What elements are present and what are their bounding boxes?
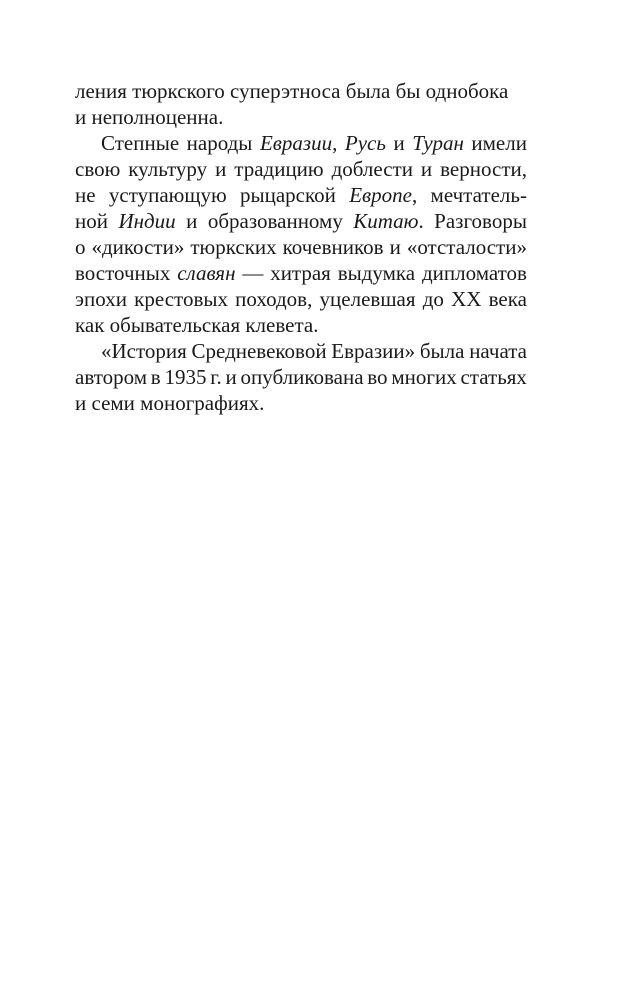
word: мечтатель- <box>430 183 527 207</box>
word: тюркских <box>190 235 277 259</box>
body-text <box>75 78 527 416</box>
text-line: как обывательская клевета. <box>75 313 319 337</box>
word: во <box>367 365 388 389</box>
word: и <box>420 157 433 181</box>
word: века <box>488 287 527 311</box>
text-line <box>75 208 527 234</box>
word: г. <box>210 365 222 389</box>
word: автором <box>75 365 148 389</box>
word: «отсталости» <box>406 235 527 259</box>
word: ной <box>75 209 108 233</box>
word: в <box>150 365 161 389</box>
word: образованному <box>207 209 343 233</box>
word: восточных <box>75 261 171 285</box>
word: свою <box>75 157 121 181</box>
text-line <box>75 260 527 286</box>
word: крестовых <box>134 287 228 311</box>
word: рыцарской <box>240 183 336 207</box>
word: походов, <box>235 287 313 311</box>
text-line: и семи монографиях. <box>75 391 265 415</box>
word: Средневековой <box>191 339 327 363</box>
word-group <box>353 208 423 234</box>
word: кочевников <box>282 235 384 259</box>
word: традицию <box>234 157 324 181</box>
word: и <box>389 235 401 259</box>
text-line <box>75 234 527 260</box>
punctuation: , <box>411 183 418 207</box>
word: доблести <box>331 157 413 181</box>
text-line <box>75 364 527 390</box>
word: Разговоры <box>434 209 527 233</box>
word: Степные <box>101 131 180 155</box>
text-line: и неполноценна. <box>75 105 224 129</box>
word: имели <box>471 131 527 155</box>
word: о <box>75 235 86 259</box>
word-italic: Русь <box>344 131 386 155</box>
word: многих <box>391 365 457 389</box>
word: и <box>225 365 237 389</box>
word-italic: Индии <box>118 209 176 233</box>
word: и <box>393 131 405 155</box>
text-line <box>75 156 527 182</box>
word: хитрая <box>270 261 331 285</box>
text-line <box>75 130 527 156</box>
dash: — <box>242 261 264 285</box>
word-italic: славян <box>177 261 236 285</box>
word: культуру <box>128 157 208 181</box>
word: до <box>422 287 444 311</box>
word: и <box>186 209 198 233</box>
word: уцелевшая <box>319 287 416 311</box>
word: и <box>215 157 227 181</box>
word-italic: Туран <box>412 131 464 155</box>
text-line <box>75 182 527 208</box>
word: Евразии» <box>331 339 416 363</box>
word: XX <box>451 287 482 311</box>
word: уступающую <box>108 183 227 207</box>
word-group <box>349 182 417 208</box>
word: верности, <box>440 157 527 181</box>
word: дипломатов <box>421 261 527 285</box>
word: начата <box>469 339 527 363</box>
word: «дикости» <box>91 235 185 259</box>
word: 1935 <box>164 365 207 389</box>
word: народы <box>186 131 253 155</box>
word: опубликована <box>240 365 364 389</box>
word-italic: Китаю <box>353 209 419 233</box>
word-italic: Европе <box>349 183 412 207</box>
word: выдумка <box>337 261 416 285</box>
word: статьях <box>460 365 527 389</box>
punctuation: . <box>418 209 424 233</box>
word: «История <box>101 339 187 363</box>
word: была <box>419 339 465 363</box>
text-line: ления тюркского суперэтноса была бы однобока <box>75 79 509 103</box>
text-line <box>75 286 527 312</box>
word: не <box>75 183 96 207</box>
word: эпохи <box>75 287 127 311</box>
text-line <box>75 338 527 364</box>
word-italic: Евразии, <box>259 131 338 155</box>
